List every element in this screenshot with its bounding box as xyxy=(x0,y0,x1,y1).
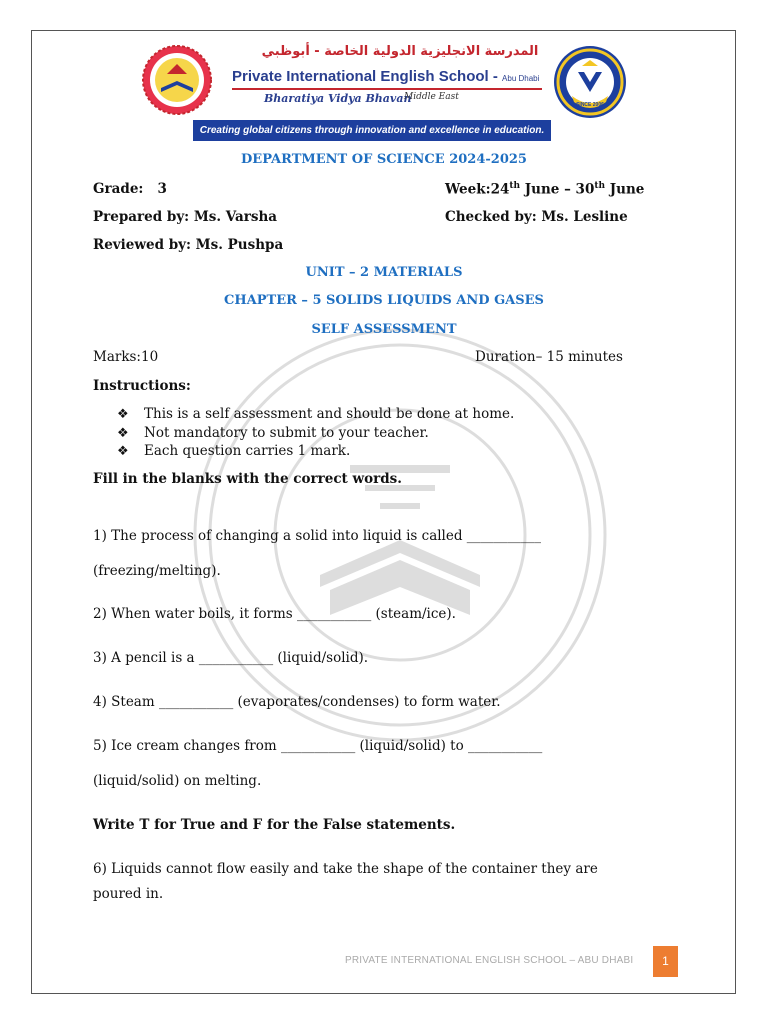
question-2: 2) When water boils, it forms ___________ (steam/ice). xyxy=(93,606,456,622)
marks-label: Marks:10 xyxy=(93,349,159,365)
school-city: Abu Dhabi xyxy=(502,74,540,83)
question-3: 3) A pencil is a ___________ (liquid/solid). xyxy=(93,650,369,666)
bvb-logo xyxy=(141,44,213,116)
question-4: 4) Steam ___________ (evaporates/condenses) to form water. xyxy=(93,694,501,710)
diamond-bullet-icon: ❖ xyxy=(117,444,129,459)
question-5-line-1: 5) Ice cream changes from ___________ (liquid/solid) to ___________ xyxy=(93,738,543,754)
since-label: SINCE 2006 xyxy=(576,102,604,108)
question-6-line-1: 6) Liquids cannot flow easily and take the shape of the container they are xyxy=(93,861,598,877)
diamond-bullet-icon: ❖ xyxy=(117,407,129,422)
week-row: Week:24th June – 30th June xyxy=(445,181,645,198)
middle-east-label: Middle East xyxy=(404,92,459,102)
instruction-item: ❖ Not mandatory to submit to your teacher. xyxy=(117,425,429,441)
prepared-by: Prepared by: Ms. Varsha xyxy=(93,209,278,225)
duration-label: Duration– 15 minutes xyxy=(475,349,623,365)
footer-school-name: PRIVATE INTERNATIONAL ENGLISH SCHOOL – ABU DHABI xyxy=(345,955,634,966)
checked-by: Checked by: Ms. Lesline xyxy=(445,209,628,225)
school-name-english: Private International English School - Abu Dhabi xyxy=(232,68,540,85)
question-1-line-1: 1) The process of changing a solid into liquid is called ___________ xyxy=(93,528,542,544)
question-6-line-2: poured in. xyxy=(93,886,164,902)
tagline-banner: Creating global citizens through innovation and excellence in education. xyxy=(193,120,551,141)
instruction-item: ❖ This is a self assessment and should be done at home. xyxy=(117,406,515,422)
unit-title: UNIT – 2 MATERIALS xyxy=(305,265,463,280)
page-number-badge: 1 xyxy=(653,946,678,977)
section-fill-blanks-title: Fill in the blanks with the correct words. xyxy=(93,471,402,487)
question-5-line-2: (liquid/solid) on melting. xyxy=(93,773,262,789)
school-name-arabic: المدرسة الانجليزية الدولية الخاصة - أبوظبي xyxy=(261,44,539,59)
department-title: DEPARTMENT OF SCIENCE 2024-2025 xyxy=(241,152,527,167)
grade-row: Grade: 3 xyxy=(93,181,167,197)
assessment-title: SELF ASSESSMENT xyxy=(311,322,457,337)
instruction-item: ❖ Each question carries 1 mark. xyxy=(117,443,351,459)
header-rule xyxy=(232,88,542,90)
question-1-line-2: (freezing/melting). xyxy=(93,563,221,579)
reviewed-by: Reviewed by: Ms. Pushpa xyxy=(93,237,284,253)
diamond-bullet-icon: ❖ xyxy=(117,426,129,441)
section-true-false-title: Write T for True and F for the False statements. xyxy=(93,817,456,833)
chapter-title: CHAPTER – 5 SOLIDS LIQUIDS AND GASES xyxy=(224,293,544,308)
pies-logo xyxy=(552,44,628,120)
bvb-label: Bharatiya Vidya Bhavan xyxy=(264,92,412,105)
instructions-title: Instructions: xyxy=(93,378,191,394)
